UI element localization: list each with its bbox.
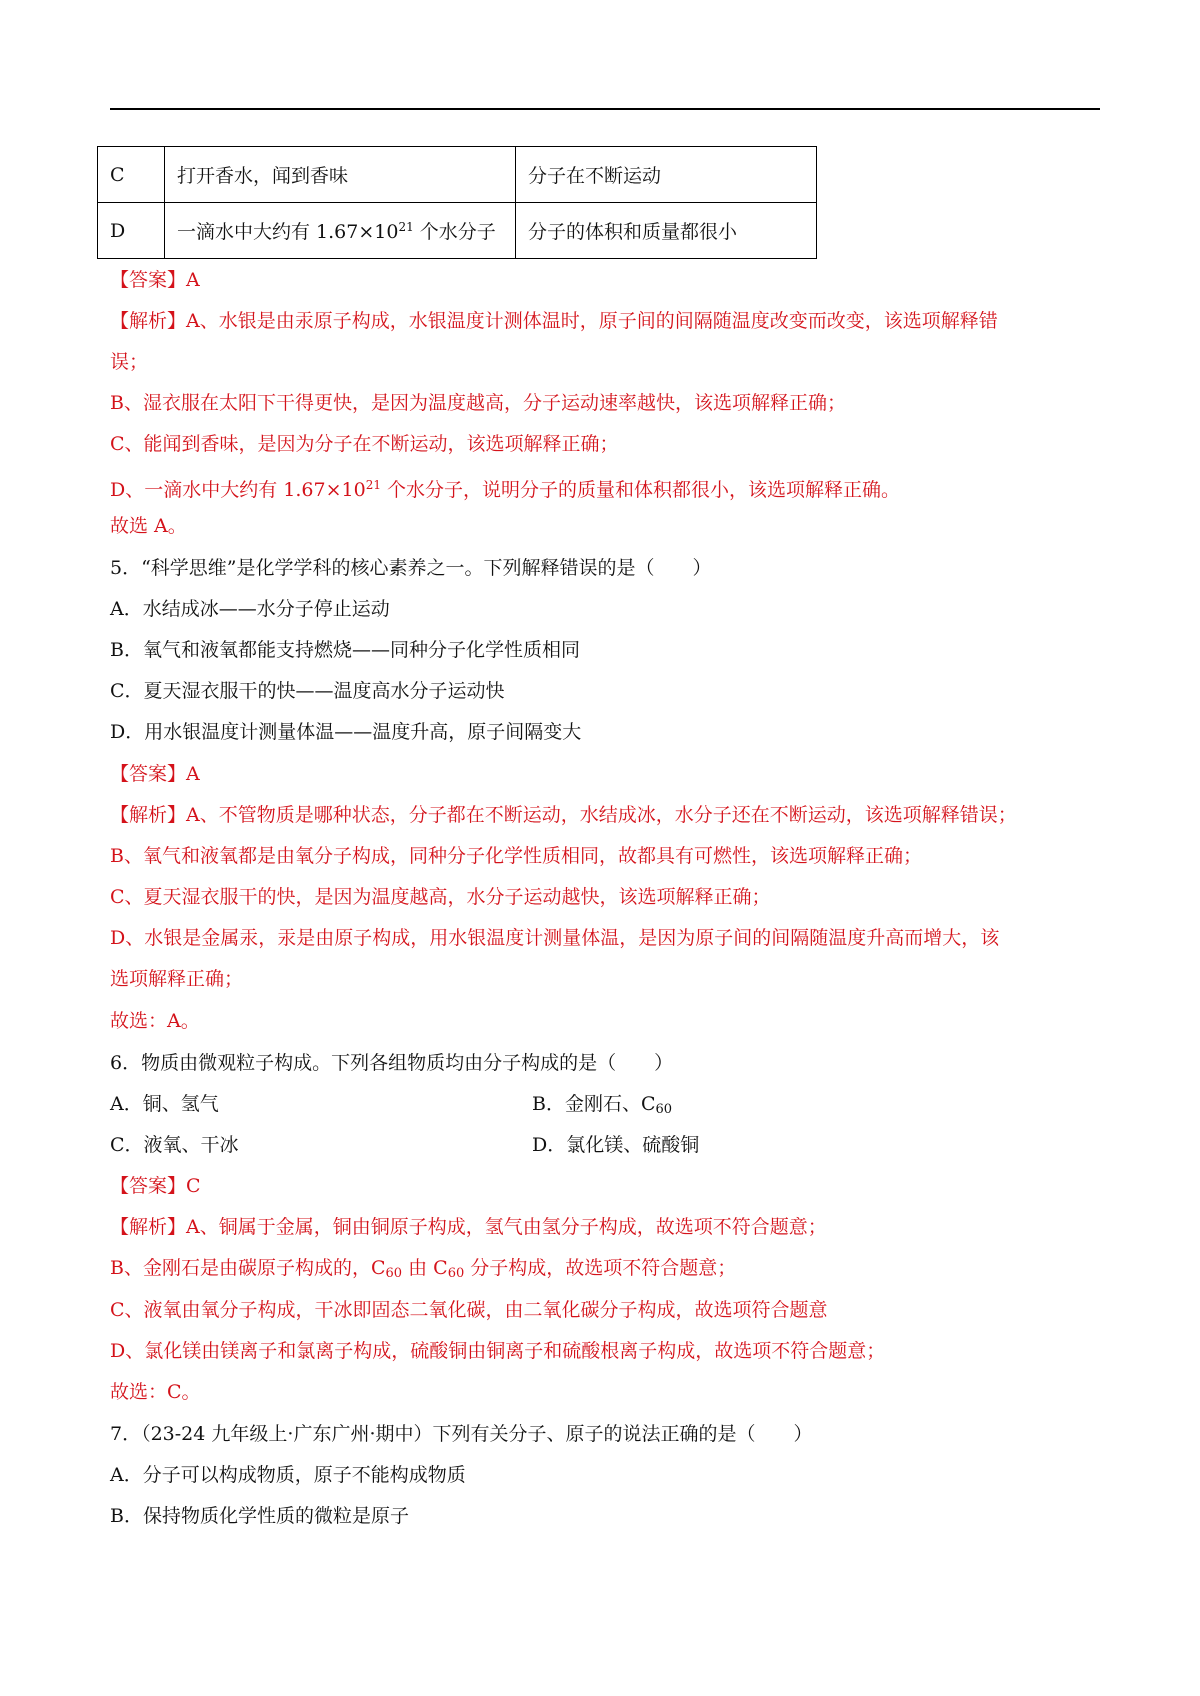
q6-stem: 6．物质由微观粒子构成。下列各组物质均由分子构成的是（ ）	[110, 1052, 674, 1074]
q6-option-c: C．液氧、干冰	[110, 1134, 239, 1156]
q6-analysis-line: B、金刚石是由碳原子构成的，$C_{60}$ 由 $C_{60}$ 分子构成，故选项不符合题意；	[110, 1257, 737, 1281]
q6-conclusion: 故选：C。	[110, 1381, 201, 1403]
q5-analysis-line: C、夏天湿衣服干的快，是因为温度越高，水分子运动越快，该选项解释正确；	[110, 886, 771, 908]
q6-analysis-line: D、氯化镁由镁离子和氯离子构成，硫酸铜由铜离子和硫酸根离子构成，故选项不符合题意；	[110, 1340, 886, 1362]
header-rule	[110, 108, 1100, 110]
q5-analysis-line: 选项解释正确；	[110, 968, 244, 990]
table-row	[98, 147, 817, 203]
explanation-cell: 分子在不断运动	[516, 147, 817, 203]
q4-analysis-line: B、湿衣服在太阳下干得更快，是因为温度越高，分子运动速率越快，该选项解释正确；	[110, 392, 846, 414]
q5-stem: 5．“科学思维”是化学学科的核心素养之一。下列解释错误的是（ ）	[110, 557, 712, 579]
table-row	[98, 203, 817, 259]
q5-analysis-line: B、氧气和液氧都是由氧分子构成，同种分子化学性质相同，故都具有可燃性，该选项解释正确；	[110, 845, 922, 867]
q6-option-b: B．金刚石、$C_{60}$	[532, 1093, 673, 1117]
q5-option: D．用水银温度计测量体温——温度升高，原子间隔变大	[110, 721, 582, 743]
q5-conclusion: 故选：A。	[110, 1010, 200, 1032]
q5-answer: 【答案】A	[110, 763, 200, 785]
phenomenon-cell: 打开香水，闻到香味	[165, 147, 516, 203]
q7-option: B．保持物质化学性质的微粒是原子	[110, 1505, 409, 1527]
q6-analysis-line: 【解析】A、铜属于金属，铜由铜原子构成，氢气由氢分子构成，故选项不符合题意；	[110, 1216, 827, 1238]
q4-analysis-line: 【解析】A、水银是由汞原子构成，水银温度计测体温时，原子间的间隔随温度改变而改变，该选项解释错	[110, 310, 998, 332]
q4-analysis-line: C、能闻到香味，是因为分子在不断运动，该选项解释正确；	[110, 433, 619, 455]
q7-option: A．分子可以构成物质，原子不能构成物质	[110, 1464, 466, 1486]
q5-analysis-line: D、水银是金属汞，汞是由原子构成，用水银温度计测量体温，是因为原子间的间隔随温度升高而增大，该	[110, 927, 1000, 949]
explanation-cell: 分子的体积和质量都很小	[516, 203, 817, 259]
q6-option-d: D．氯化镁、硫酸铜	[532, 1134, 700, 1156]
option-letter: D	[98, 203, 165, 259]
q6-answer: 【答案】C	[110, 1175, 201, 1197]
q5-analysis-line: 【解析】A、不管物质是哪种状态，分子都在不断运动，水结成冰，水分子还在不断运动，该选项解释错误；	[110, 804, 1017, 826]
q4-conclusion: 故选 A。	[110, 515, 187, 537]
q6-option-a: A．铜、氢气	[110, 1093, 219, 1115]
option-letter: C	[98, 147, 165, 203]
q4-analysis-line: 误；	[110, 351, 149, 373]
q4-answer: 【答案】A	[110, 269, 200, 291]
phenomenon-cell: 一滴水中大约有 $1.67\times 10^{21}$ 个水分子	[165, 203, 516, 259]
q5-option: C．夏天湿衣服干的快——温度高水分子运动快	[110, 680, 505, 702]
q7-stem: 7．（23-24 九年级上·广东广州·期中）下列有关分子、原子的说法正确的是（ ）	[110, 1423, 813, 1445]
q5-option: B．氧气和液氧都能支持燃烧——同种分子化学性质相同	[110, 639, 580, 661]
options-table	[97, 146, 817, 259]
q6-analysis-line: C、液氧由氧分子构成，干冰即固态二氧化碳，由二氧化碳分子构成，故选项符合题意	[110, 1299, 828, 1321]
q5-option: A．水结成冰——水分子停止运动	[110, 598, 390, 620]
q4-analysis-line: D、一滴水中大约有 $1.67\times 10^{21}$ 个水分子，说明分子的质量和体积都很小，该选项解释正确。	[110, 478, 901, 501]
